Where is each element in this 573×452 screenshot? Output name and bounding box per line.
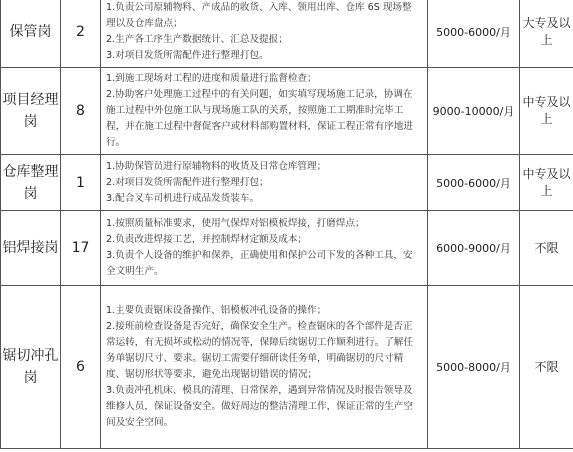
duty-line: 3.对项目发货所需配件进行整理打包。 [106, 50, 269, 61]
headcount-cell: 17 [61, 211, 101, 286]
salary-cell: 5000-8000/月 [428, 286, 520, 449]
position-cell: 项目经理岗 [1, 68, 61, 155]
duties-cell [101, 155, 428, 211]
duty-line: 1.按照质量标准要求，使用气保焊对铝模板焊接，打磨焊点； [106, 218, 365, 229]
position-cell: 保管岗 [1, 0, 61, 68]
salary-cell: 6000-9000/月 [428, 211, 520, 286]
table-row [1, 155, 573, 211]
table-row [1, 68, 573, 155]
duty-line: 2.负责改进焊接工艺，并控制焊材定额及成本； [106, 234, 308, 245]
headcount-cell: 8 [61, 68, 101, 155]
education-cell: 中专及以上 [520, 68, 573, 155]
duties-cell [101, 211, 428, 286]
position-cell: 锯切冲孔岗 [1, 286, 61, 449]
duties-cell [101, 0, 428, 68]
position-cell: 仓库整理岗 [1, 155, 61, 211]
position-cell: 铝焊接岗 [1, 211, 61, 286]
duty-line: 3.负责个人设备的维护和保养，正确使用和保护公司下发的各种工具，安全文明生产。 [106, 250, 413, 277]
duty-line: 2.生产各工序生产数据统计、汇总及提报； [106, 34, 288, 45]
education-cell: 大专及以上 [520, 0, 573, 68]
duty-line: 3.配合叉车司机进行成品发货装车。 [106, 192, 260, 204]
table-row [1, 211, 573, 286]
education-cell: 不限 [520, 286, 573, 449]
duties-cell [101, 68, 428, 155]
headcount-cell: 1 [61, 155, 101, 211]
duty-line: 2.协助客户处理施工过程中的有关问题，如实填写现场施工记录，协调在施工过程中外包施工队与现场施工队的关系，按照施工工期准时完毕工程，并在施工过程中督促客户或材料部购置材料，保证工程正常有序地进行。 [106, 89, 413, 148]
headcount-cell: 2 [61, 0, 101, 68]
salary-cell: 9000-10000/月 [428, 68, 520, 155]
headcount-cell: 6 [61, 286, 101, 449]
duty-line: 1.协助保管员进行原辅物料的收货及日常仓库管理； [106, 160, 327, 172]
duty-line: 2.接班前检查设备是否完好，确保安全生产。检查锯床的各个部件是否正常运转，有无损坏或松动的情况等，保障后续锯切工作顺利进行。了解任务单锯切尺寸、要求。锯切工需要仔细研读任务单，明确锯切的尺寸精度、锯切形状等要求，避免出现锯切错误的情况； [106, 321, 413, 380]
salary-cell: 5000-6000/月 [428, 155, 520, 211]
table-row [1, 286, 573, 449]
education-cell: 中专及以上 [520, 155, 573, 211]
duty-line: 1.到施工现场对工程的进度和质量进行监督检查； [106, 73, 317, 84]
table-row [1, 0, 573, 68]
duty-line: 1.主要负责锯床设备操作、铝模板冲孔设备的操作； [106, 305, 327, 316]
salary-cell: 5000-6000/月 [428, 0, 520, 68]
duty-line: 3.负责冲孔机床、模具的清理、日常保养，遇到异常情况及时报告领导及维修人员，保证设备安全。做好周边的整洁清理工作，保证正常的生产空间及安全空间。 [106, 385, 413, 428]
duty-line: 1.负责公司原辅物料、产成品的收货、入库、领用出库、仓库 6S 现场整理以及仓库盘点； [106, 2, 412, 29]
duty-line: 2.对项目发货所需配件进行整理打包； [106, 176, 269, 188]
education-cell: 不限 [520, 211, 573, 286]
duties-cell [101, 286, 428, 449]
